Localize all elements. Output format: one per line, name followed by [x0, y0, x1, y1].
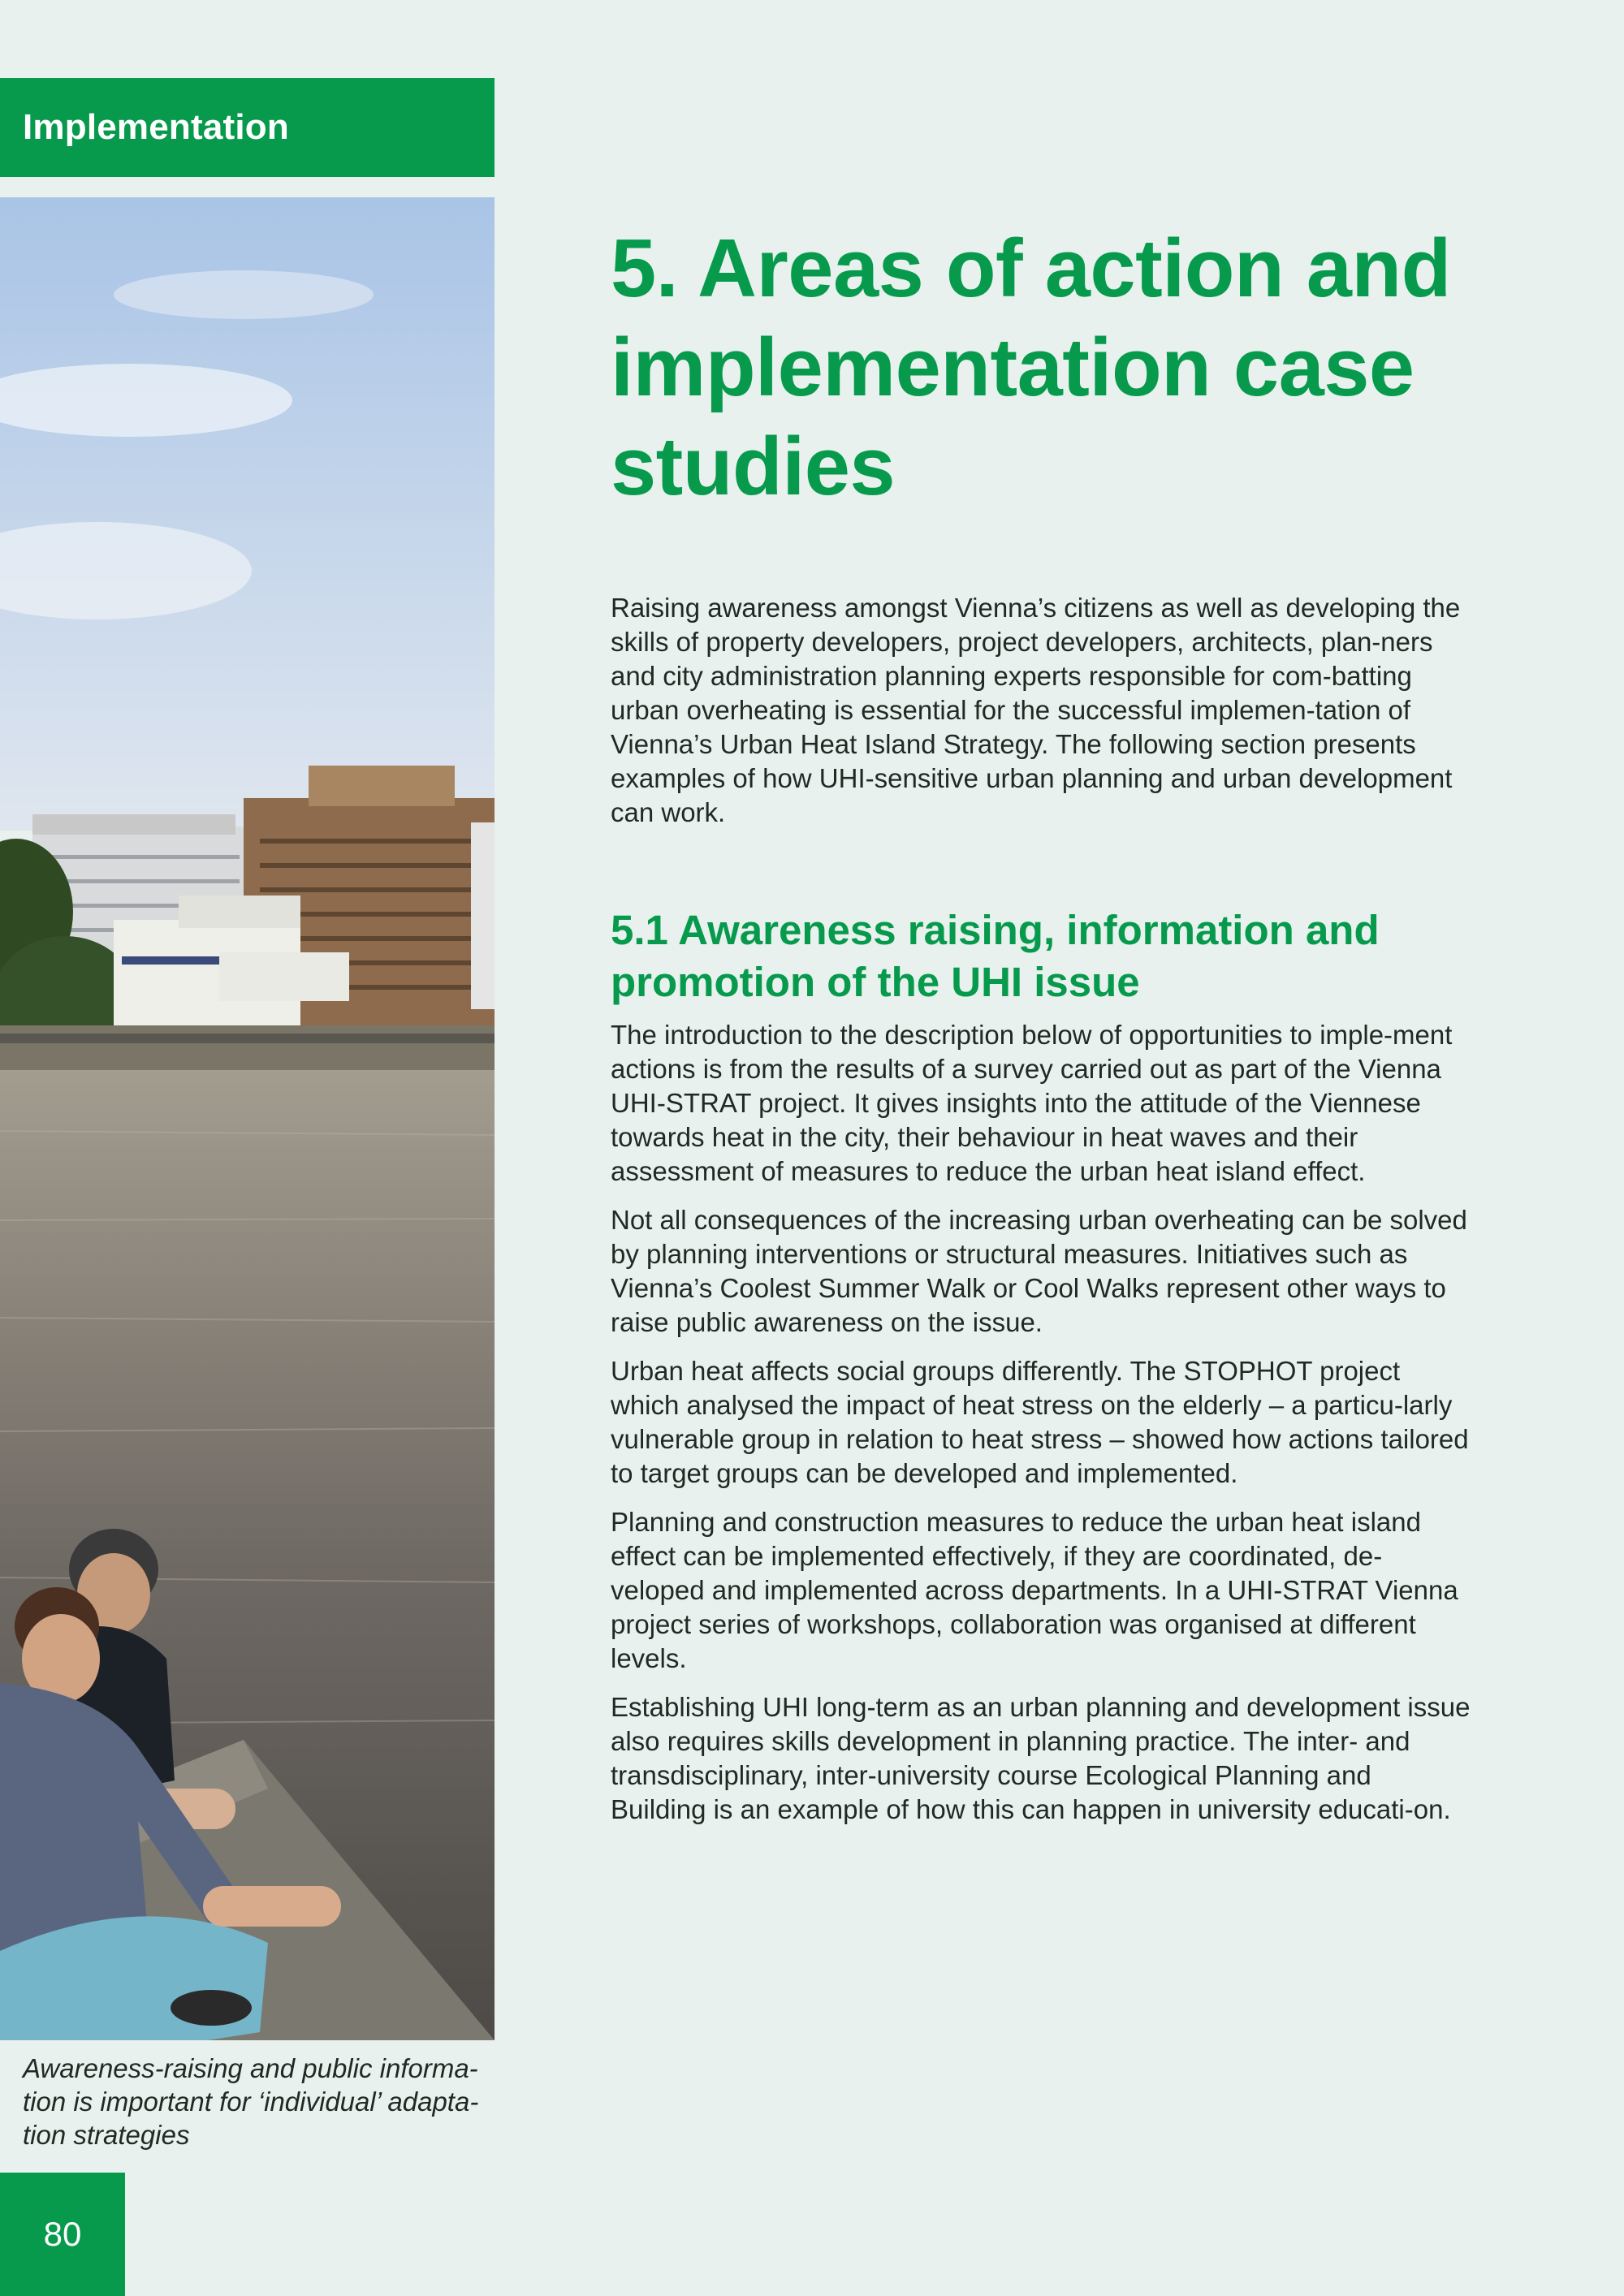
page-number-box	[0, 2173, 125, 2296]
body-paragraph: The introduction to the description below of opportunities to imple-ment actions is from the results of a survey carried out as part of the Vienna UHI-STRAT project. It gives insights into the attitude of the Viennese towards heat in the city, their behaviour in heat waves and their assessment of measures to reduce the urban heat island effect.	[611, 1020, 1453, 1186]
page-title: 5. Areas of action and implementation case studies	[611, 223, 1451, 512]
page-number: 80	[43, 2215, 82, 2253]
riverbank-photo	[0, 197, 495, 2040]
intro-paragraph: Raising awareness amongst Vienna’s citizens as well as developing the skills of property developers, project developers, architects, plan-ners and city administration planning experts responsible for com-batting urban overheating is essential for the successful implemen-tation of Vienna’s Urban Heat Island Strategy. The following section presents examples of how UHI-sensitive urban planning and urban development can work.	[611, 593, 1461, 827]
section-tab-label: Implementation	[23, 107, 289, 147]
main-column	[611, 219, 1471, 1841]
photo-caption: Awareness-raising and public informa-tion is important for ‘individual’ adapta-tion strategies	[23, 2053, 479, 2150]
section-heading: 5.1 Awareness raising, information and promotion of the UHI issue	[611, 907, 1380, 1005]
body-paragraph: Planning and construction measures to reduce the urban heat island effect can be implemented effectively, if they are coordinated, de-veloped and implemented across departments. In a UHI-STRAT Vienna project series of workshops, collaboration was organised at different levels.	[611, 1507, 1458, 1673]
body-paragraph: Urban heat affects social groups differently. The STOPHOT project which analysed the impact of heat stress on the elderly – a particu-larly vulnerable group in relation to heat stress – showed how actions tailored to target groups can be developed and implemented.	[611, 1356, 1469, 1488]
body-paragraph: Establishing UHI long-term as an urban planning and development issue also requires skills development in planning practice. The inter- and transdisciplinary, inter-university course Ecological Planning and Building is an example of how this can happen in university educati-on.	[611, 1692, 1471, 1824]
body-paragraph: Not all consequences of the increasing urban overheating can be solved by planning interventions or structural measures. Initiatives such as Vienna’s Coolest Summer Walk or Cool Walks represent other ways to raise public awareness on the issue.	[611, 1205, 1467, 1337]
section-tab	[0, 78, 495, 177]
